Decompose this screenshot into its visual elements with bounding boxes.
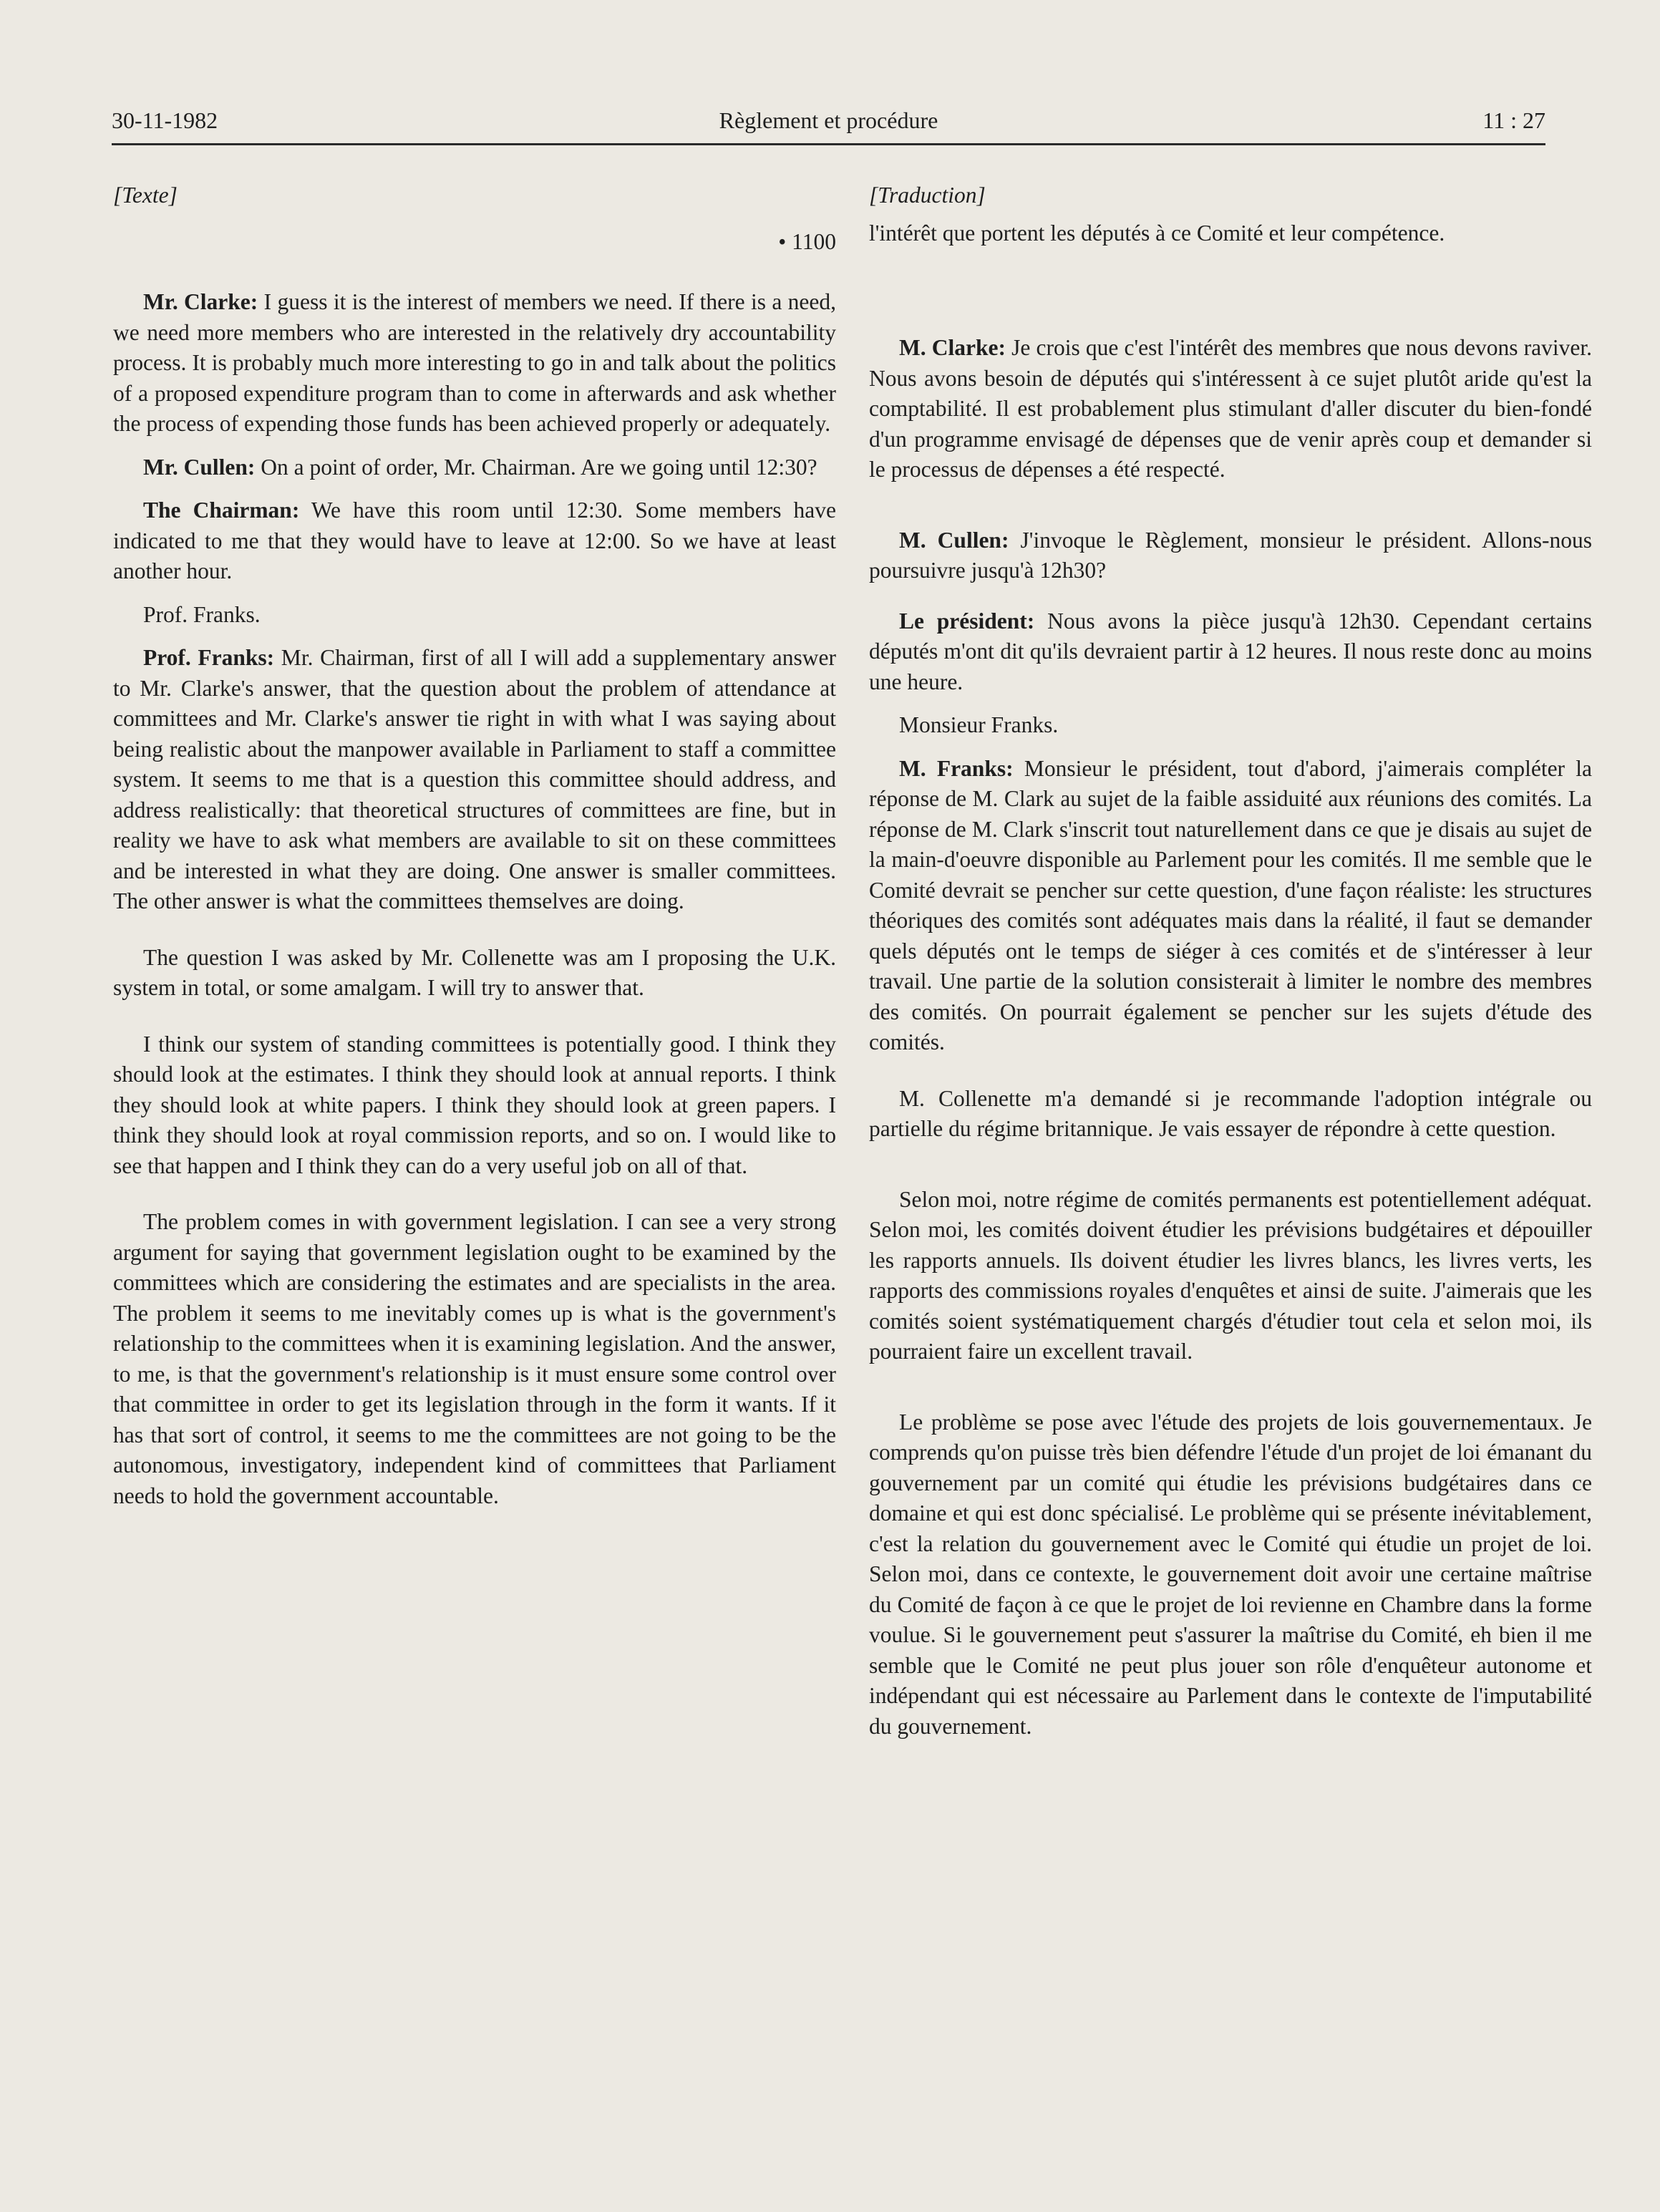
paragraph-text: I guess it is the interest of members we need. If there is a need, we need more members who are interested in the relatively dry accountability process. It is probably much more interesting to go in and talk about the politics of a proposed expenditure program than to come in afterwards and ask whether the process of expending those funds has been achieved properly or adequately.	[113, 289, 837, 436]
paragraph-text: l'intérêt que portent les députés à ce Comité et leur compétence.	[869, 220, 1445, 246]
paragraph	[113, 452, 836, 483]
paragraph	[113, 1207, 836, 1511]
paragraph-text: M. Collenette m'a demandé si je recommande l'adoption intégrale ou partielle du régime britannique. Je vais essayer de répondre à cette question.	[869, 1085, 1592, 1141]
paragraph	[113, 643, 836, 917]
paragraph-text: Monsieur le président, tout d'abord, j'aimerais compléter la réponse de M. Clark au sujet de la faible assiduité aux réunions des comités. La réponse de M. Clark s'inscrit tout naturellement dans ce que je disais au sujet de la main-d'oeuvre disponible au Parlement pour les comités. Il me semble que le Comité devrait se pencher sur cette question, d'une façon réaliste: les structures théoriques des comités sont adéquates mais dans la réalité, il faut se demander quels députés ont le temps de siéger à ces comités et de s'intéresser à leur travail. Une partie de la solution consisterait à limiter le nombre des membres des comités. On pourrait également se pencher sur les sujets d'étude des comités.	[869, 755, 1592, 1054]
paragraph-text: Monsieur Franks.	[899, 712, 1059, 737]
speaker-name: Mr. Clarke:	[143, 289, 258, 314]
paragraph	[113, 943, 836, 1004]
paragraph	[869, 1185, 1592, 1367]
paragraph-text: The question I was asked by Mr. Collenette was am I proposing the U.K. system in total, or some amalgam. I will try to answer that.	[113, 944, 836, 1000]
speaker-name: M. Clarke:	[899, 335, 1006, 360]
header-date: 30-11-1982	[112, 107, 218, 133]
paragraph	[113, 287, 836, 440]
paragraph	[113, 495, 836, 587]
paragraph	[869, 606, 1592, 698]
paragraph-text: On a point of order, Mr. Chairman. Are we going until 12:30?	[255, 454, 817, 480]
speaker-name: M. Franks:	[899, 755, 1014, 781]
paragraph-text: The problem comes in with government legislation. I can see a very strong argument for saying that government legislation ought to be examined by the committees which are considering the estimates and are specialists in the area. The problem it seems to me inevitably comes up is what is the government's relationship to the committees when it is examining legislation. And the answer, to me, is that the government's relationship is it must ensure some control over that committee in order to get its legislation through in the form it wants. If it has that sort of control, it seems to me the committees are not going to be the autonomous, investigatory, independent kind of committees that Parliament needs to hold the government accountable.	[113, 1209, 836, 1508]
paragraph	[869, 754, 1592, 1058]
speaker-name: Le président:	[899, 608, 1035, 634]
paragraph	[113, 1029, 836, 1182]
speaker-name: The Chairman:	[143, 498, 300, 523]
paragraph	[869, 710, 1592, 741]
paragraph-text: We have this room until 12:30. Some members have indicated to me that they would have to leave at 12:00. So we have at least another hour.	[113, 498, 836, 583]
english-column	[113, 180, 836, 1511]
paragraph-text: I think our system of standing committees is potentially good. I think they should look at the estimates. I think they should look at annual reports. I think they should look at white papers. I think they should look at green papers. I think they should look at royal commission reports, and so on. I would like to see that happen and I think they can do a very useful job on all of that.	[113, 1031, 836, 1178]
paragraph	[869, 218, 1592, 249]
paragraph	[869, 525, 1592, 586]
paragraph-text: Nous avons la pièce jusqu'à 12h30. Cependant certains députés m'ont dit qu'ils devraient partir à 12 heures. Il nous reste donc au moins une heure.	[869, 608, 1592, 694]
paragraph	[869, 333, 1592, 485]
french-column	[869, 180, 1592, 1742]
paragraph-text: Selon moi, notre régime de comités permanents est potentiellement adéquat. Selon moi, les comités doivent étudier les prévisions budgétaires et dépouiller les rapports annuels. Ils doivent étudier les livres blancs, les livres verts, les rapports des commissions royales d'enquêtes et ainsi de suite. J'aimerais que les comités soient systématiquement chargés d'étudier tout cela et selon moi, ils pourraient faire un excellent travail.	[869, 1186, 1592, 1364]
paragraph	[113, 600, 836, 631]
speaker-name: Mr. Cullen:	[143, 454, 256, 480]
paragraph-text: J'invoque le Règlement, monsieur le président. Allons-nous poursuivre jusqu'à 12h30?	[869, 527, 1592, 583]
paragraph-text: Prof. Franks.	[143, 601, 261, 627]
speaker-name: M. Cullen:	[899, 527, 1009, 553]
paragraph-text: Le problème se pose avec l'étude des projets de lois gouvernementaux. Je comprends qu'on puisse très bien défendre l'étude d'un projet de loi émanant du gouvernement par un comité qui étudie les prévisions budgétaires dans ce domaine et qui est donc spécialisé. Le problème qui se présente inévitablement, c'est la relation du gouvernement avec le Comité qui étudie un projet de loi. Selon moi, dans ce contexte, le gouvernement doit avoir une certaine maîtrise du Comité de façon à ce que le projet de loi revienne en Chambre dans la forme voulue. Si le gouvernement peut s'assurer la maîtrise du Comité, eh bien il me semble que le Comité ne peut plus jouer son rôle d'enquêteur autonome et indépendant qui est nécessaire au Parlement dans le contexte de l'imputabilité du gouvernement.	[869, 1409, 1592, 1739]
paragraph-text: Mr. Chairman, first of all I will add a supplementary answer to Mr. Clarke's answer, that the question about the problem of attendance at committees and Mr. Clarke's answer tie right in with what I was saying about being realistic about the manpower available in Parliament to staff a committee system. It seems to me that is a question this committee should address, and address realistically: that theoretical structures of committees are fine, but in reality we have to ask what members are available to sit on these committees and be interested in what they are doing. One answer is smaller committees. The other answer is what the committees themselves are doing.	[113, 645, 836, 913]
speaker-name: Prof. Franks:	[143, 645, 275, 670]
column-label-traduction: [Traduction]	[869, 183, 986, 208]
page-header	[112, 106, 1545, 145]
header-title: Règlement et procédure	[719, 107, 938, 133]
time-marker: • 1100	[778, 228, 836, 254]
paragraph	[869, 1084, 1592, 1145]
header-page-number: 11 : 27	[1482, 107, 1545, 133]
paragraph-text: Je crois que c'est l'intérêt des membres que nous devons raviver. Nous avons besoin de députés qui s'intéressent à ce sujet plutôt aride qu'est la comptabilité. Il est probablement plus stimulant d'aller discuter du bien-fondé d'un programme envisagé de dépenses que de venir après coup et demander si le processus de dépenses a été respecté.	[869, 335, 1593, 482]
paragraph	[869, 1407, 1592, 1742]
column-label-texte: [Texte]	[113, 183, 178, 208]
